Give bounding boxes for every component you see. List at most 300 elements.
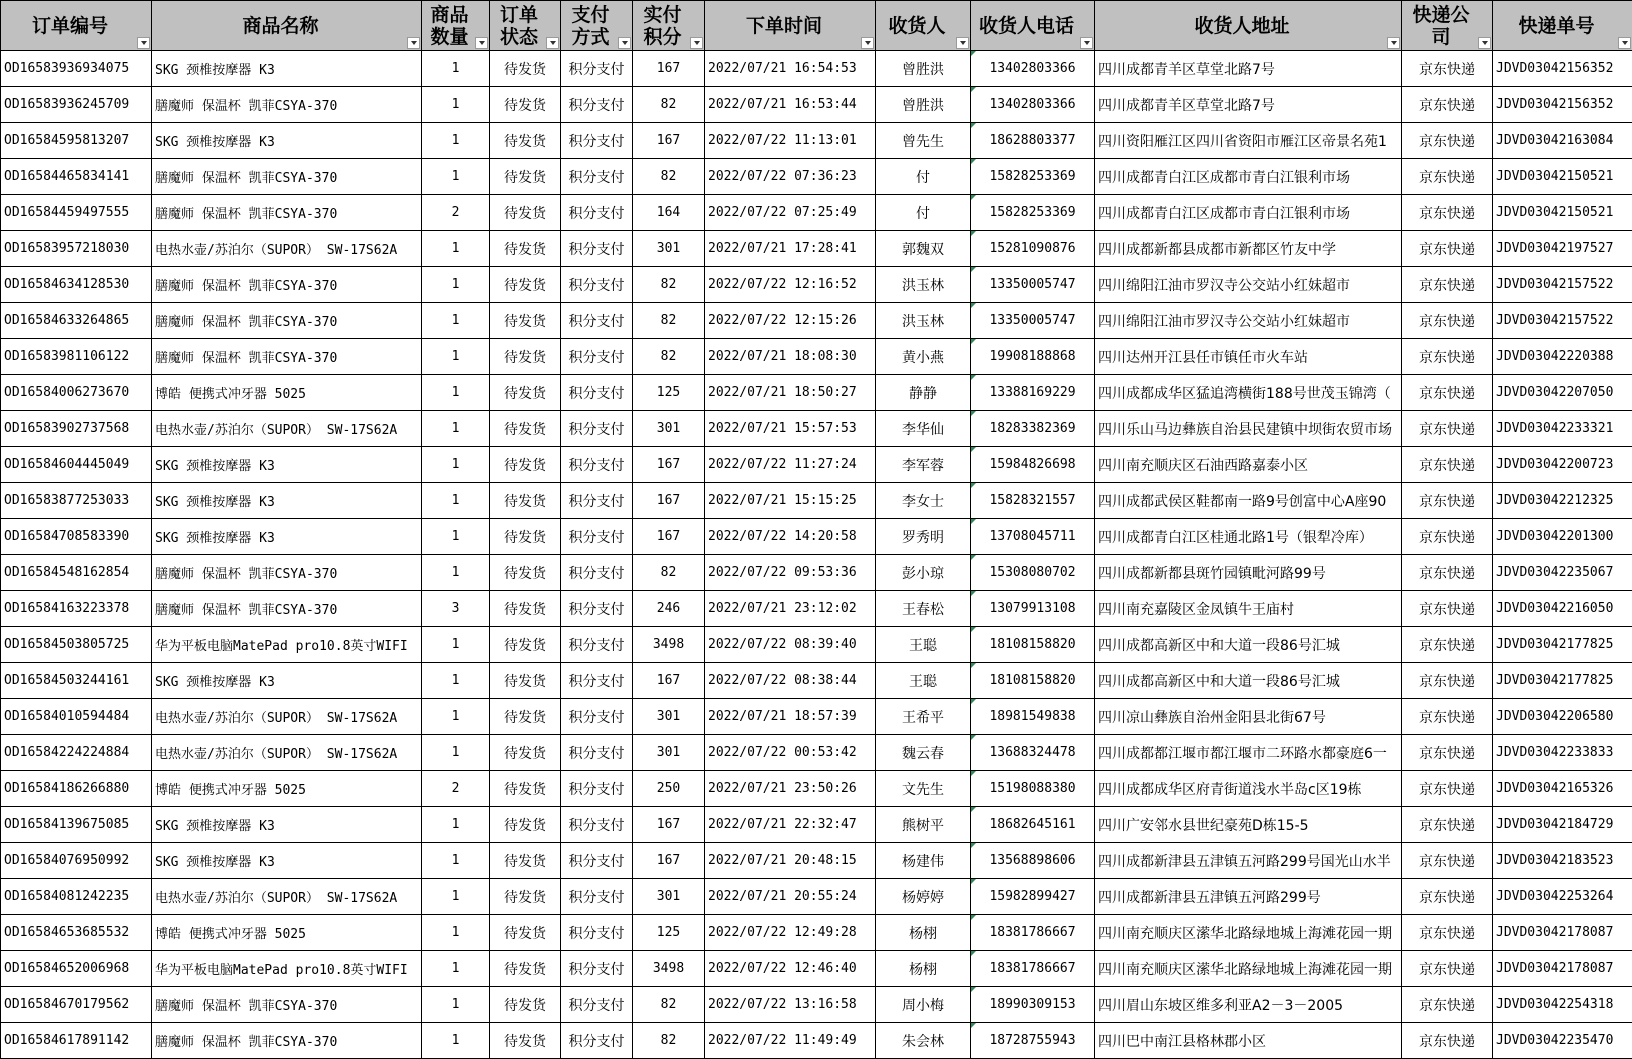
cell-order-status[interactable]: 待发货 [490, 231, 561, 267]
cell-tracking-number[interactable]: JDVD03042216050 [1493, 591, 1632, 627]
cell-product-name[interactable]: SKG 颈椎按摩器 K3 [152, 843, 422, 879]
cell-paid-points[interactable]: 82 [633, 267, 705, 303]
cell-recipient[interactable]: 静静 [876, 375, 971, 411]
cell-order-time[interactable]: 2022/07/21 20:48:15 [705, 843, 876, 879]
header-payment-method[interactable] [561, 1, 633, 51]
cell-quantity[interactable]: 3 [422, 591, 490, 627]
cell-recipient-address[interactable]: 四川眉山东坡区维多利亚A2－3－2005 [1095, 987, 1402, 1023]
cell-product-name[interactable]: 电热水壶/苏泊尔（SUPOR） SW-17S62A [152, 699, 422, 735]
filter-dropdown-icon[interactable] [1478, 37, 1491, 49]
cell-recipient-address[interactable]: 四川成都成华区府青街道浅水半岛c区19栋 [1095, 771, 1402, 807]
cell-tracking-number[interactable]: JDVD03042235470 [1493, 1023, 1632, 1059]
cell-recipient-address[interactable]: 四川成都青羊区草堂北路7号 [1095, 51, 1402, 87]
cell-recipient[interactable]: 魏云春 [876, 735, 971, 771]
cell-product-name[interactable]: 膳魔师 保温杯 凯菲CSYA-370 [152, 987, 422, 1023]
cell-order-status[interactable]: 待发货 [490, 375, 561, 411]
cell-order-status[interactable]: 待发货 [490, 447, 561, 483]
cell-quantity[interactable]: 2 [422, 771, 490, 807]
cell-order-time[interactable]: 2022/07/22 14:20:58 [705, 519, 876, 555]
cell-payment-method[interactable]: 积分支付 [561, 375, 633, 411]
cell-quantity[interactable]: 1 [422, 483, 490, 519]
cell-paid-points[interactable]: 82 [633, 1023, 705, 1059]
cell-order-id[interactable]: OD16584503244161 [1, 663, 152, 699]
cell-recipient[interactable]: 李华仙 [876, 411, 971, 447]
cell-tracking-number[interactable]: JDVD03042197527 [1493, 231, 1632, 267]
cell-payment-method[interactable]: 积分支付 [561, 231, 633, 267]
cell-tracking-number[interactable]: JDVD03042183523 [1493, 843, 1632, 879]
cell-order-status[interactable]: 待发货 [490, 519, 561, 555]
cell-payment-method[interactable]: 积分支付 [561, 411, 633, 447]
cell-recipient[interactable]: 洪玉林 [876, 303, 971, 339]
cell-tracking-number[interactable]: JDVD03042178087 [1493, 951, 1632, 987]
cell-paid-points[interactable]: 301 [633, 231, 705, 267]
filter-dropdown-icon[interactable] [546, 37, 559, 49]
cell-courier[interactable]: 京东快递 [1402, 915, 1493, 951]
cell-recipient[interactable]: 杨婷婷 [876, 879, 971, 915]
cell-paid-points[interactable]: 167 [633, 123, 705, 159]
cell-paid-points[interactable]: 82 [633, 159, 705, 195]
cell-tracking-number[interactable]: JDVD03042206580 [1493, 699, 1632, 735]
cell-recipient[interactable]: 李军蓉 [876, 447, 971, 483]
cell-quantity[interactable]: 1 [422, 87, 490, 123]
filter-dropdown-icon[interactable] [1618, 37, 1631, 49]
header-quantity[interactable] [422, 1, 490, 51]
cell-recipient-phone[interactable]: 18981549838 [971, 699, 1095, 735]
cell-order-status[interactable]: 待发货 [490, 879, 561, 915]
cell-order-time[interactable]: 2022/07/22 11:27:24 [705, 447, 876, 483]
cell-order-status[interactable]: 待发货 [490, 951, 561, 987]
cell-product-name[interactable]: 博皓 便携式冲牙器 5025 [152, 375, 422, 411]
cell-order-status[interactable]: 待发货 [490, 483, 561, 519]
cell-recipient-address[interactable]: 四川成都青羊区草堂北路7号 [1095, 87, 1402, 123]
cell-order-time[interactable]: 2022/07/21 16:54:53 [705, 51, 876, 87]
cell-order-id[interactable]: OD16584459497555 [1, 195, 152, 231]
cell-courier[interactable]: 京东快递 [1402, 555, 1493, 591]
cell-order-id[interactable]: OD16584465834141 [1, 159, 152, 195]
cell-tracking-number[interactable]: JDVD03042200723 [1493, 447, 1632, 483]
cell-order-time[interactable]: 2022/07/22 07:36:23 [705, 159, 876, 195]
cell-courier[interactable]: 京东快递 [1402, 483, 1493, 519]
cell-product-name[interactable]: 膳魔师 保温杯 凯菲CSYA-370 [152, 303, 422, 339]
cell-order-status[interactable]: 待发货 [490, 267, 561, 303]
cell-order-status[interactable]: 待发货 [490, 339, 561, 375]
cell-paid-points[interactable]: 167 [633, 807, 705, 843]
cell-paid-points[interactable]: 125 [633, 915, 705, 951]
cell-courier[interactable]: 京东快递 [1402, 87, 1493, 123]
cell-recipient[interactable]: 杨建伟 [876, 843, 971, 879]
cell-recipient-address[interactable]: 四川南充嘉陵区金凤镇牛王庙村 [1095, 591, 1402, 627]
cell-product-name[interactable]: SKG 颈椎按摩器 K3 [152, 447, 422, 483]
cell-order-time[interactable]: 2022/07/22 00:53:42 [705, 735, 876, 771]
cell-order-status[interactable]: 待发货 [490, 159, 561, 195]
cell-paid-points[interactable]: 301 [633, 879, 705, 915]
cell-order-time[interactable]: 2022/07/21 23:50:26 [705, 771, 876, 807]
filter-dropdown-icon[interactable] [137, 37, 150, 49]
cell-recipient-address[interactable]: 四川绵阳江油市罗汉寺公交站小红妹超市 [1095, 303, 1402, 339]
cell-tracking-number[interactable]: JDVD03042150521 [1493, 159, 1632, 195]
cell-recipient[interactable]: 郭魏双 [876, 231, 971, 267]
cell-tracking-number[interactable]: JDVD03042253264 [1493, 879, 1632, 915]
cell-order-time[interactable]: 2022/07/21 18:57:39 [705, 699, 876, 735]
cell-courier[interactable]: 京东快递 [1402, 447, 1493, 483]
cell-recipient-address[interactable]: 四川乐山马边彝族自治县民建镇中坝街农贸市场 [1095, 411, 1402, 447]
cell-order-time[interactable]: 2022/07/21 20:55:24 [705, 879, 876, 915]
cell-recipient-phone[interactable]: 13350005747 [971, 267, 1095, 303]
cell-recipient-address[interactable]: 四川南充顺庆区石油西路嘉泰小区 [1095, 447, 1402, 483]
cell-paid-points[interactable]: 246 [633, 591, 705, 627]
cell-recipient-phone[interactable]: 18108158820 [971, 627, 1095, 663]
cell-recipient-address[interactable]: 四川资阳雁江区四川省资阳市雁江区帝景名苑1 [1095, 123, 1402, 159]
cell-paid-points[interactable]: 125 [633, 375, 705, 411]
cell-tracking-number[interactable]: JDVD03042150521 [1493, 195, 1632, 231]
cell-payment-method[interactable]: 积分支付 [561, 807, 633, 843]
cell-paid-points[interactable]: 250 [633, 771, 705, 807]
cell-recipient-phone[interactable]: 18628803377 [971, 123, 1095, 159]
header-paid-points[interactable] [633, 1, 705, 51]
cell-order-id[interactable]: OD16584006273670 [1, 375, 152, 411]
cell-order-id[interactable]: OD16584604445049 [1, 447, 152, 483]
header-recipient-address[interactable] [1095, 1, 1402, 51]
cell-quantity[interactable]: 1 [422, 987, 490, 1023]
cell-tracking-number[interactable]: JDVD03042178087 [1493, 915, 1632, 951]
cell-recipient-address[interactable]: 四川南充顺庆区潆华北路绿地城上海滩花园一期 [1095, 951, 1402, 987]
cell-order-status[interactable]: 待发货 [490, 303, 561, 339]
cell-order-status[interactable]: 待发货 [490, 915, 561, 951]
cell-recipient[interactable]: 王聪 [876, 663, 971, 699]
cell-order-time[interactable]: 2022/07/21 15:57:53 [705, 411, 876, 447]
cell-payment-method[interactable]: 积分支付 [561, 771, 633, 807]
cell-order-status[interactable]: 待发货 [490, 411, 561, 447]
cell-payment-method[interactable]: 积分支付 [561, 339, 633, 375]
cell-order-id[interactable]: OD16584224224884 [1, 735, 152, 771]
cell-recipient-phone[interactable]: 18108158820 [971, 663, 1095, 699]
cell-quantity[interactable]: 1 [422, 843, 490, 879]
cell-quantity[interactable]: 1 [422, 807, 490, 843]
cell-quantity[interactable]: 1 [422, 663, 490, 699]
cell-payment-method[interactable]: 积分支付 [561, 195, 633, 231]
cell-recipient-address[interactable]: 四川成都青白江区成都市青白江银利市场 [1095, 195, 1402, 231]
cell-recipient-address[interactable]: 四川成都新津县五津镇五河路299号 [1095, 879, 1402, 915]
cell-order-time[interactable]: 2022/07/22 13:16:58 [705, 987, 876, 1023]
cell-recipient[interactable]: 彭小琼 [876, 555, 971, 591]
cell-tracking-number[interactable]: JDVD03042235067 [1493, 555, 1632, 591]
cell-recipient-phone[interactable]: 18283382369 [971, 411, 1095, 447]
cell-recipient[interactable]: 杨栩 [876, 951, 971, 987]
cell-order-id[interactable]: OD16584139675085 [1, 807, 152, 843]
cell-courier[interactable]: 京东快递 [1402, 627, 1493, 663]
cell-order-time[interactable]: 2022/07/22 08:38:44 [705, 663, 876, 699]
cell-courier[interactable]: 京东快递 [1402, 591, 1493, 627]
header-tracking-number[interactable] [1493, 1, 1632, 51]
cell-tracking-number[interactable]: JDVD03042233833 [1493, 735, 1632, 771]
cell-recipient-phone[interactable]: 13708045711 [971, 519, 1095, 555]
cell-recipient-phone[interactable]: 13688324478 [971, 735, 1095, 771]
cell-product-name[interactable]: SKG 颈椎按摩器 K3 [152, 663, 422, 699]
cell-recipient-address[interactable]: 四川巴中南江县格林郡小区 [1095, 1023, 1402, 1059]
cell-recipient-phone[interactable]: 18682645161 [971, 807, 1095, 843]
cell-courier[interactable]: 京东快递 [1402, 519, 1493, 555]
cell-order-id[interactable]: OD16583957218030 [1, 231, 152, 267]
cell-courier[interactable]: 京东快递 [1402, 771, 1493, 807]
cell-courier[interactable]: 京东快递 [1402, 123, 1493, 159]
cell-product-name[interactable]: 膳魔师 保温杯 凯菲CSYA-370 [152, 591, 422, 627]
cell-tracking-number[interactable]: JDVD03042177825 [1493, 663, 1632, 699]
cell-recipient[interactable]: 曾先生 [876, 123, 971, 159]
cell-payment-method[interactable]: 积分支付 [561, 87, 633, 123]
cell-tracking-number[interactable]: JDVD03042207050 [1493, 375, 1632, 411]
cell-quantity[interactable]: 1 [422, 555, 490, 591]
cell-courier[interactable]: 京东快递 [1402, 303, 1493, 339]
cell-recipient[interactable]: 王春松 [876, 591, 971, 627]
cell-quantity[interactable]: 1 [422, 699, 490, 735]
cell-recipient[interactable]: 曾胜洪 [876, 51, 971, 87]
cell-order-time[interactable]: 2022/07/21 18:50:27 [705, 375, 876, 411]
cell-recipient[interactable]: 黄小燕 [876, 339, 971, 375]
cell-tracking-number[interactable]: JDVD03042184729 [1493, 807, 1632, 843]
cell-quantity[interactable]: 1 [422, 375, 490, 411]
cell-recipient-address[interactable]: 四川南充顺庆区潆华北路绿地城上海滩花园一期 [1095, 915, 1402, 951]
cell-order-id[interactable]: OD16584633264865 [1, 303, 152, 339]
cell-courier[interactable]: 京东快递 [1402, 339, 1493, 375]
cell-payment-method[interactable]: 积分支付 [561, 1023, 633, 1059]
cell-product-name[interactable]: SKG 颈椎按摩器 K3 [152, 51, 422, 87]
cell-product-name[interactable]: 膳魔师 保温杯 凯菲CSYA-370 [152, 1023, 422, 1059]
cell-order-time[interactable]: 2022/07/22 07:25:49 [705, 195, 876, 231]
cell-tracking-number[interactable]: JDVD03042220388 [1493, 339, 1632, 375]
cell-quantity[interactable]: 1 [422, 267, 490, 303]
cell-tracking-number[interactable]: JDVD03042233321 [1493, 411, 1632, 447]
cell-courier[interactable]: 京东快递 [1402, 267, 1493, 303]
cell-product-name[interactable]: 华为平板电脑MatePad pro10.8英寸WIFI [152, 627, 422, 663]
cell-paid-points[interactable]: 167 [633, 663, 705, 699]
cell-payment-method[interactable]: 积分支付 [561, 303, 633, 339]
cell-quantity[interactable]: 1 [422, 123, 490, 159]
header-product-name[interactable] [152, 1, 422, 51]
cell-payment-method[interactable]: 积分支付 [561, 879, 633, 915]
cell-paid-points[interactable]: 3498 [633, 951, 705, 987]
cell-recipient-phone[interactable]: 15984826698 [971, 447, 1095, 483]
cell-quantity[interactable]: 1 [422, 627, 490, 663]
cell-order-time[interactable]: 2022/07/22 12:46:40 [705, 951, 876, 987]
cell-recipient-phone[interactable]: 18728755943 [971, 1023, 1095, 1059]
cell-paid-points[interactable]: 301 [633, 735, 705, 771]
cell-courier[interactable]: 京东快递 [1402, 951, 1493, 987]
cell-product-name[interactable]: 膳魔师 保温杯 凯菲CSYA-370 [152, 339, 422, 375]
cell-order-id[interactable]: OD16583936934075 [1, 51, 152, 87]
cell-order-id[interactable]: OD16584708583390 [1, 519, 152, 555]
cell-order-status[interactable]: 待发货 [490, 123, 561, 159]
cell-courier[interactable]: 京东快递 [1402, 51, 1493, 87]
cell-paid-points[interactable]: 82 [633, 303, 705, 339]
cell-quantity[interactable]: 1 [422, 411, 490, 447]
header-courier[interactable] [1402, 1, 1493, 51]
cell-quantity[interactable]: 1 [422, 1023, 490, 1059]
cell-recipient[interactable]: 王希平 [876, 699, 971, 735]
filter-dropdown-icon[interactable] [861, 37, 874, 49]
cell-paid-points[interactable]: 167 [633, 843, 705, 879]
cell-product-name[interactable]: SKG 颈椎按摩器 K3 [152, 123, 422, 159]
cell-order-status[interactable]: 待发货 [490, 699, 561, 735]
cell-quantity[interactable]: 1 [422, 879, 490, 915]
cell-order-time[interactable]: 2022/07/21 16:53:44 [705, 87, 876, 123]
cell-recipient[interactable]: 朱会林 [876, 1023, 971, 1059]
cell-recipient[interactable]: 周小梅 [876, 987, 971, 1023]
cell-order-status[interactable]: 待发货 [490, 1023, 561, 1059]
cell-recipient[interactable]: 王聪 [876, 627, 971, 663]
cell-product-name[interactable]: SKG 颈椎按摩器 K3 [152, 483, 422, 519]
cell-product-name[interactable]: 电热水壶/苏泊尔（SUPOR） SW-17S62A [152, 879, 422, 915]
cell-product-name[interactable]: SKG 颈椎按摩器 K3 [152, 519, 422, 555]
cell-recipient-phone[interactable]: 18990309153 [971, 987, 1095, 1023]
cell-order-id[interactable]: OD16584503805725 [1, 627, 152, 663]
cell-order-time[interactable]: 2022/07/21 17:28:41 [705, 231, 876, 267]
cell-recipient-address[interactable]: 四川成都武侯区鞋都南一路9号创富中心A座90 [1095, 483, 1402, 519]
cell-recipient-address[interactable]: 四川成都高新区中和大道一段86号汇城 [1095, 663, 1402, 699]
cell-tracking-number[interactable]: JDVD03042201300 [1493, 519, 1632, 555]
cell-order-status[interactable]: 待发货 [490, 987, 561, 1023]
cell-quantity[interactable]: 1 [422, 915, 490, 951]
cell-recipient-address[interactable]: 四川成都成华区猛追湾横街188号世茂玉锦湾（ [1095, 375, 1402, 411]
cell-recipient-address[interactable]: 四川广安邻水县世纪豪苑D栋15-5 [1095, 807, 1402, 843]
cell-payment-method[interactable]: 积分支付 [561, 735, 633, 771]
cell-payment-method[interactable]: 积分支付 [561, 159, 633, 195]
cell-recipient-address[interactable]: 四川成都新都县成都市新都区竹友中学 [1095, 231, 1402, 267]
cell-recipient[interactable]: 付 [876, 159, 971, 195]
cell-courier[interactable]: 京东快递 [1402, 375, 1493, 411]
cell-quantity[interactable]: 1 [422, 159, 490, 195]
cell-product-name[interactable]: 电热水壶/苏泊尔（SUPOR） SW-17S62A [152, 411, 422, 447]
cell-order-id[interactable]: OD16584617891142 [1, 1023, 152, 1059]
cell-quantity[interactable]: 2 [422, 195, 490, 231]
cell-order-id[interactable]: OD16584595813207 [1, 123, 152, 159]
cell-payment-method[interactable]: 积分支付 [561, 267, 633, 303]
cell-recipient-phone[interactable]: 13402803366 [971, 51, 1095, 87]
cell-recipient-phone[interactable]: 15828321557 [971, 483, 1095, 519]
cell-order-time[interactable]: 2022/07/21 15:15:25 [705, 483, 876, 519]
cell-recipient-phone[interactable]: 13402803366 [971, 87, 1095, 123]
cell-order-time[interactable]: 2022/07/22 12:15:26 [705, 303, 876, 339]
cell-order-status[interactable]: 待发货 [490, 627, 561, 663]
cell-product-name[interactable]: 膳魔师 保温杯 凯菲CSYA-370 [152, 195, 422, 231]
cell-recipient-phone[interactable]: 15281090876 [971, 231, 1095, 267]
header-order-id[interactable] [1, 1, 152, 51]
filter-dropdown-icon[interactable] [1080, 37, 1093, 49]
cell-tracking-number[interactable]: JDVD03042157522 [1493, 303, 1632, 339]
cell-courier[interactable]: 京东快递 [1402, 231, 1493, 267]
cell-product-name[interactable]: SKG 颈椎按摩器 K3 [152, 807, 422, 843]
cell-product-name[interactable]: 电热水壶/苏泊尔（SUPOR） SW-17S62A [152, 231, 422, 267]
cell-courier[interactable]: 京东快递 [1402, 1023, 1493, 1059]
cell-recipient[interactable]: 熊树平 [876, 807, 971, 843]
cell-paid-points[interactable]: 167 [633, 51, 705, 87]
cell-paid-points[interactable]: 301 [633, 699, 705, 735]
cell-quantity[interactable]: 1 [422, 735, 490, 771]
cell-recipient[interactable]: 李女士 [876, 483, 971, 519]
cell-quantity[interactable]: 1 [422, 231, 490, 267]
cell-recipient[interactable]: 付 [876, 195, 971, 231]
cell-order-time[interactable]: 2022/07/21 23:12:02 [705, 591, 876, 627]
cell-order-id[interactable]: OD16584634128530 [1, 267, 152, 303]
cell-order-status[interactable]: 待发货 [490, 807, 561, 843]
cell-order-id[interactable]: OD16584548162854 [1, 555, 152, 591]
cell-recipient-phone[interactable]: 15308080702 [971, 555, 1095, 591]
cell-paid-points[interactable]: 82 [633, 87, 705, 123]
cell-product-name[interactable]: 电热水壶/苏泊尔（SUPOR） SW-17S62A [152, 735, 422, 771]
cell-recipient-phone[interactable]: 15198088380 [971, 771, 1095, 807]
cell-quantity[interactable]: 1 [422, 51, 490, 87]
cell-recipient-address[interactable]: 四川成都高新区中和大道一段86号汇城 [1095, 627, 1402, 663]
cell-product-name[interactable]: 膳魔师 保温杯 凯菲CSYA-370 [152, 159, 422, 195]
cell-recipient[interactable]: 洪玉林 [876, 267, 971, 303]
cell-product-name[interactable]: 华为平板电脑MatePad pro10.8英寸WIFI [152, 951, 422, 987]
cell-paid-points[interactable]: 164 [633, 195, 705, 231]
cell-order-status[interactable]: 待发货 [490, 771, 561, 807]
cell-recipient[interactable]: 曾胜洪 [876, 87, 971, 123]
header-recipient-phone[interactable] [971, 1, 1095, 51]
cell-quantity[interactable]: 1 [422, 339, 490, 375]
cell-recipient-address[interactable]: 四川凉山彝族自治州金阳县北街67号 [1095, 699, 1402, 735]
cell-courier[interactable]: 京东快递 [1402, 843, 1493, 879]
cell-order-id[interactable]: OD16583981106122 [1, 339, 152, 375]
filter-dropdown-icon[interactable] [1387, 37, 1400, 49]
cell-payment-method[interactable]: 积分支付 [561, 663, 633, 699]
cell-quantity[interactable]: 1 [422, 951, 490, 987]
cell-tracking-number[interactable]: JDVD03042177825 [1493, 627, 1632, 663]
cell-recipient-phone[interactable]: 18381786667 [971, 915, 1095, 951]
cell-paid-points[interactable]: 167 [633, 483, 705, 519]
filter-dropdown-icon[interactable] [407, 37, 420, 49]
cell-courier[interactable]: 京东快递 [1402, 411, 1493, 447]
cell-payment-method[interactable]: 积分支付 [561, 627, 633, 663]
cell-recipient-phone[interactable]: 15982899427 [971, 879, 1095, 915]
cell-payment-method[interactable]: 积分支付 [561, 591, 633, 627]
cell-recipient-address[interactable]: 四川成都新都县斑竹园镇毗河路99号 [1095, 555, 1402, 591]
cell-order-id[interactable]: OD16584076950992 [1, 843, 152, 879]
cell-payment-method[interactable]: 积分支付 [561, 843, 633, 879]
cell-quantity[interactable]: 1 [422, 519, 490, 555]
cell-recipient[interactable]: 文先生 [876, 771, 971, 807]
header-order-status[interactable] [490, 1, 561, 51]
cell-payment-method[interactable]: 积分支付 [561, 447, 633, 483]
cell-payment-method[interactable]: 积分支付 [561, 483, 633, 519]
cell-order-status[interactable]: 待发货 [490, 87, 561, 123]
cell-payment-method[interactable]: 积分支付 [561, 699, 633, 735]
cell-order-status[interactable]: 待发货 [490, 51, 561, 87]
cell-paid-points[interactable]: 82 [633, 339, 705, 375]
filter-dropdown-icon[interactable] [618, 37, 631, 49]
cell-tracking-number[interactable]: JDVD03042163084 [1493, 123, 1632, 159]
cell-order-id[interactable]: OD16583902737568 [1, 411, 152, 447]
cell-order-id[interactable]: OD16583877253033 [1, 483, 152, 519]
cell-order-time[interactable]: 2022/07/22 11:13:01 [705, 123, 876, 159]
cell-order-id[interactable]: OD16584186266880 [1, 771, 152, 807]
cell-order-time[interactable]: 2022/07/21 22:32:47 [705, 807, 876, 843]
cell-order-time[interactable]: 2022/07/22 09:53:36 [705, 555, 876, 591]
cell-product-name[interactable]: 博皓 便携式冲牙器 5025 [152, 771, 422, 807]
cell-payment-method[interactable]: 积分支付 [561, 555, 633, 591]
cell-order-status[interactable]: 待发货 [490, 591, 561, 627]
cell-recipient-address[interactable]: 四川成都青白江区桂通北路1号（银犁冷库） [1095, 519, 1402, 555]
cell-recipient[interactable]: 杨栩 [876, 915, 971, 951]
cell-recipient-phone[interactable]: 13079913108 [971, 591, 1095, 627]
cell-payment-method[interactable]: 积分支付 [561, 51, 633, 87]
cell-order-status[interactable]: 待发货 [490, 195, 561, 231]
cell-recipient-phone[interactable]: 13388169229 [971, 375, 1095, 411]
cell-recipient-address[interactable]: 四川达州开江县任市镇任市火车站 [1095, 339, 1402, 375]
cell-order-id[interactable]: OD16584652006968 [1, 951, 152, 987]
cell-recipient-phone[interactable]: 15828253369 [971, 195, 1095, 231]
header-recipient[interactable] [876, 1, 971, 51]
